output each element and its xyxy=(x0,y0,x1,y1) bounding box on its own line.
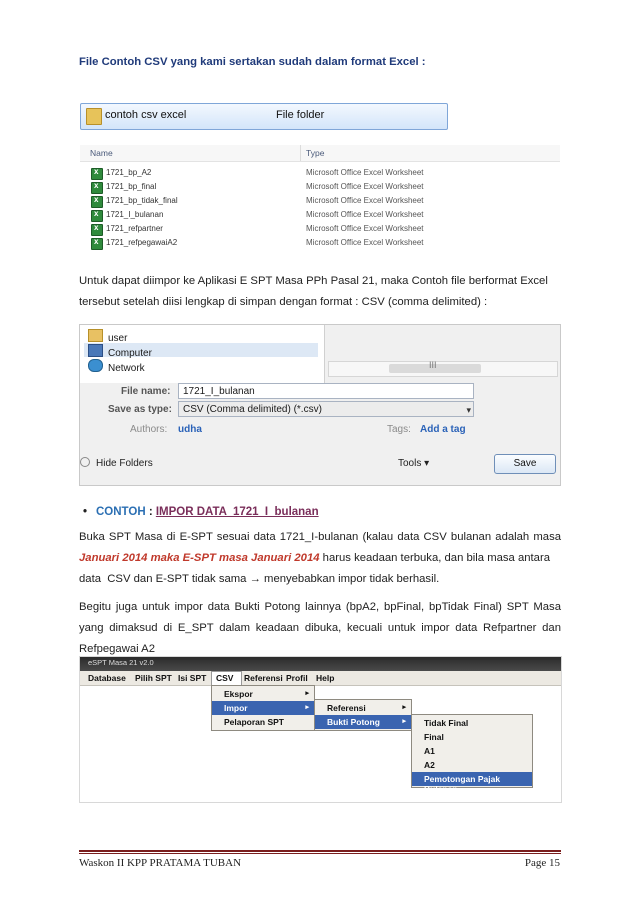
paragraph-1-line-2: tersebut setelah diisi lengkap di simpan dengan format : CSV (comma delimited) : xyxy=(79,296,488,308)
footer-rule xyxy=(79,850,561,852)
tools-menu[interactable] xyxy=(398,458,429,469)
page-number: Page 15 xyxy=(524,857,560,869)
file-type: Microsoft Office Excel Worksheet xyxy=(306,238,424,247)
file-name-input[interactable]: 1721_I_bulanan xyxy=(178,383,474,399)
excel-file-icon xyxy=(91,224,103,236)
page-heading: File Contoh CSV yang kami sertakan sudah dalam format Excel : xyxy=(79,56,426,68)
bullet-prefix: CONTOH xyxy=(96,506,146,518)
col-name-header[interactable]: Name xyxy=(90,148,113,158)
save-dialog-screenshot xyxy=(79,324,561,486)
paragraph-1-line-1: Untuk dapat diimpor ke Aplikasi E SPT Masa PPh Pasal 21, maka Contoh file berformat Excel xyxy=(79,275,548,287)
folder-row[interactable] xyxy=(80,103,448,130)
csv-dropdown xyxy=(211,685,315,731)
menu-item-label: Pelaporan SPT xyxy=(224,717,284,727)
menubar xyxy=(80,671,561,686)
horizontal-scrollbar[interactable] xyxy=(328,361,558,377)
file-row[interactable] xyxy=(80,236,560,250)
file-row[interactable] xyxy=(80,166,560,180)
folder-icon xyxy=(86,108,102,125)
menu-item-label: Referensi xyxy=(327,703,366,713)
file-row[interactable] xyxy=(80,222,560,236)
column-header xyxy=(80,145,560,162)
tags-value[interactable]: Add a tag xyxy=(420,424,466,435)
tree-item-label: user xyxy=(108,333,128,344)
paragraph-3-line-1: Begitu juga untuk impor data Bukti Potong lainnya (bpA2, bpFinal, bpTidak Final) SPT Masa xyxy=(79,601,561,613)
paragraph-2-line-3 xyxy=(79,569,439,590)
menu-item-label: A2 xyxy=(424,760,435,770)
network-icon xyxy=(88,359,103,372)
submenu-arrow-icon: ▸ xyxy=(305,690,309,697)
espt-menu-screenshot xyxy=(79,656,562,803)
paragraph-3-line-3: Refpegawai A2 xyxy=(79,643,155,655)
file-name-label: File name: xyxy=(121,386,171,397)
arrow-right-icon: → xyxy=(249,573,261,585)
paragraph-2-line-2 xyxy=(79,548,561,569)
menu-item-referensi[interactable] xyxy=(315,701,411,715)
submenu-arrow-icon: ▸ xyxy=(402,704,406,711)
footer-left: Waskon II KPP PRATAMA TUBAN xyxy=(79,857,242,869)
tags-label: Tags: xyxy=(387,424,411,435)
hide-folders-label: Hide Folders xyxy=(96,458,153,469)
folder-tree xyxy=(80,325,325,383)
hide-folders-button[interactable] xyxy=(80,457,153,469)
explorer-screenshot xyxy=(80,103,560,248)
menu-item-label: Ekspor xyxy=(224,689,253,699)
folder-name: contoh csv excel xyxy=(105,109,187,121)
file-name: 1721_bp_tidak_final xyxy=(106,196,178,205)
file-type: Microsoft Office Excel Worksheet xyxy=(306,210,424,219)
file-name: 1721_refpegawaiA2 xyxy=(106,238,178,247)
file-row[interactable] xyxy=(80,180,560,194)
paragraph-3-line-2: yang dimaksud di E_SPT dalam keadaan dibuka, kecuali untuk impor data Refpartner dan xyxy=(79,622,561,634)
file-type: Microsoft Office Excel Worksheet xyxy=(306,168,424,177)
file-name: 1721_I_bulanan xyxy=(106,210,164,219)
menu-pilih-spt[interactable]: Pilih SPT xyxy=(135,673,172,683)
user-folder-icon xyxy=(88,329,103,342)
menu-item-final[interactable] xyxy=(412,730,532,744)
col-type-header[interactable]: Type xyxy=(306,148,325,158)
excel-file-icon xyxy=(91,210,103,222)
bullet-item xyxy=(83,506,319,518)
impor-submenu xyxy=(314,699,412,731)
file-type: Microsoft Office Excel Worksheet xyxy=(306,224,424,233)
menu-item-label: Pemotongan Pajak Bulanan xyxy=(424,774,501,794)
menu-csv[interactable]: CSV xyxy=(216,673,234,683)
menu-item-ekspor[interactable] xyxy=(212,687,314,701)
menu-item-label: Bukti Potong xyxy=(327,717,380,727)
authors-label: Authors: xyxy=(130,424,168,435)
save-button[interactable]: Save xyxy=(494,454,556,474)
menu-item-label: A1 xyxy=(424,746,435,756)
excel-file-icon xyxy=(91,196,103,208)
footer-rule-thin xyxy=(79,853,561,854)
menu-help[interactable]: Help xyxy=(316,673,335,683)
menu-isi-spt[interactable]: Isi SPT xyxy=(178,673,207,683)
computer-icon xyxy=(88,344,103,357)
bukti-potong-submenu xyxy=(411,714,533,794)
menu-item-pemotongan-pajak-bulanan[interactable] xyxy=(412,772,532,794)
file-type: Microsoft Office Excel Worksheet xyxy=(306,182,424,191)
app-title: eSPT Masa 21 v2.0 xyxy=(88,658,154,667)
menu-item-impor[interactable] xyxy=(212,701,314,715)
submenu-arrow-icon: ▸ xyxy=(402,718,406,725)
tree-item-label: Network xyxy=(108,363,145,374)
paragraph-2-line-3-b: menyebabkan impor tidak berhasil. xyxy=(260,573,440,585)
chevron-down-icon: ▾ xyxy=(466,405,471,415)
file-name: 1721_bp_A2 xyxy=(106,168,152,177)
menu-referensi[interactable]: Referensi xyxy=(244,673,283,683)
bullet-separator: : xyxy=(145,506,156,518)
file-name: 1721_bp_final xyxy=(106,182,157,191)
save-as-type-label: Save as type: xyxy=(108,404,172,415)
tools-label: Tools xyxy=(398,458,422,469)
paragraph-2-line-1: Buka SPT Masa di E-SPT sesuai data 1721_I-bulanan (kalau data CSV bulanan adalah masa xyxy=(79,531,561,543)
menu-item-a2[interactable] xyxy=(412,758,532,772)
menu-database[interactable]: Database xyxy=(88,673,126,683)
menu-item-label: Impor xyxy=(224,703,248,713)
file-name: 1721_refpartner xyxy=(106,224,163,233)
app-titlebar xyxy=(80,657,561,671)
paragraph-2-line-3-a: data CSV dan E-SPT tidak sama xyxy=(79,573,250,585)
scroll-grip: III xyxy=(429,360,437,370)
tree-item-computer[interactable] xyxy=(88,344,152,359)
file-row[interactable] xyxy=(80,194,560,208)
menu-item-tidak-final[interactable] xyxy=(412,716,532,730)
excel-file-icon xyxy=(91,182,103,194)
save-as-type-value: CSV (Comma delimited) (*.csv) xyxy=(183,404,322,415)
folder-type: File folder xyxy=(276,109,325,121)
menu-item-label: Tidak Final xyxy=(424,718,469,728)
file-type: Microsoft Office Excel Worksheet xyxy=(306,196,424,205)
tree-item-network[interactable] xyxy=(88,359,145,374)
tree-item-label: Computer xyxy=(108,348,152,359)
paragraph-2-line-2-rest: harus keadaan terbuka, dan bila masa antara xyxy=(319,552,551,564)
chevron-down-icon: ▾ xyxy=(424,458,430,469)
bullet-link[interactable]: IMPOR DATA 1721_I_bulanan xyxy=(155,506,319,518)
save-as-type-select[interactable] xyxy=(178,401,474,417)
excel-file-icon xyxy=(91,168,103,180)
menu-item-bukti-potong[interactable] xyxy=(315,715,411,729)
menu-item-pelaporan-spt[interactable] xyxy=(212,715,314,729)
menu-item-label: Final xyxy=(424,732,444,742)
authors-value[interactable]: udha xyxy=(178,424,202,435)
column-divider xyxy=(300,145,301,161)
emphasis-text: Januari 2014 maka E-SPT masa Januari 2014 xyxy=(79,552,320,564)
submenu-arrow-icon: ▸ xyxy=(305,704,309,711)
excel-file-icon xyxy=(91,238,103,250)
tree-item-user[interactable] xyxy=(88,329,127,344)
bullet-dot: • xyxy=(83,506,88,518)
menu-item-a1[interactable] xyxy=(412,744,532,758)
file-row[interactable] xyxy=(80,208,560,222)
collapse-icon xyxy=(80,457,90,467)
menu-profil[interactable]: Profil xyxy=(286,673,308,683)
